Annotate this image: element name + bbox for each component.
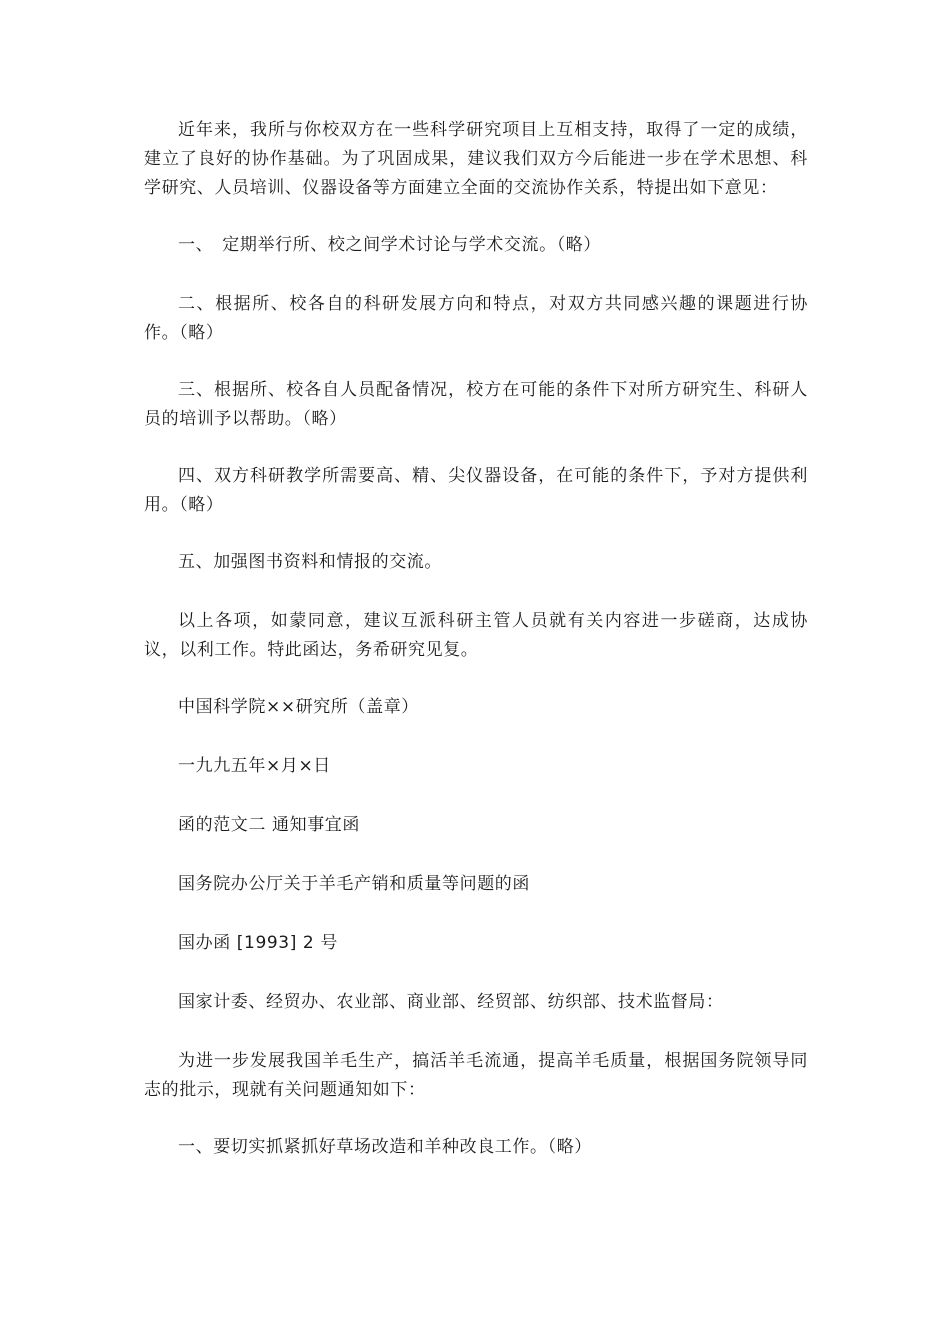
intro-paragraph: 近年来，我所与你校双方在一些科学研究项目上互相支持，取得了一定的成绩，建立了良好的协作基础。为了巩固成果，建议我们双方今后能进一步在学术思想、科学研究、人员培训、仪器设备等方面建立全面的交流协作关系，特提出如下意见： [144, 120, 808, 198]
item-five: 五、加强图书资料和情报的交流。 [178, 552, 442, 572]
document-number: 国办函 [1993] 2 号 [178, 933, 338, 953]
item-four: 四、双方科研教学所需要高、精、尖仪器设备，在可能的条件下，予对方提供利用。（略） [144, 466, 808, 515]
item-three: 三、根据所、校各自人员配备情况，校方在可能的条件下对所方研究生、科研人员的培训予以帮助。（略） [144, 380, 808, 429]
document-body [144, 116, 808, 1192]
closing-paragraph: 以上各项，如蒙同意，建议互派科研主管人员就有关内容进一步磋商，达成协议，以利工作。特此函达，务希研究见复。 [144, 611, 808, 660]
notice-intro: 为进一步发展我国羊毛生产，搞活羊毛流通，提高羊毛质量，根据国务院领导同志的批示，现就有关问题通知如下： [144, 1051, 808, 1100]
recipients: 国家计委、经贸办、农业部、商业部、经贸部、纺织部、技术监督局： [178, 992, 724, 1012]
notice-item-one: 一、要切实抓紧抓好草场改造和羊种改良工作。（略） [178, 1137, 592, 1157]
letter-title: 国务院办公厅关于羊毛产销和质量等问题的函 [178, 874, 530, 894]
letter-date: 一九九五年×月×日 [178, 756, 331, 776]
section-heading: 函的范文二 通知事宜函 [178, 815, 361, 835]
item-one: 一、 定期举行所、校之间学术讨论与学术交流。（略） [178, 235, 601, 255]
sender-signature: 中国科学院××研究所（盖章） [178, 697, 419, 717]
item-two: 二、根据所、校各自的科研发展方向和特点，对双方共同感兴趣的课题进行协作。（略） [144, 294, 808, 343]
